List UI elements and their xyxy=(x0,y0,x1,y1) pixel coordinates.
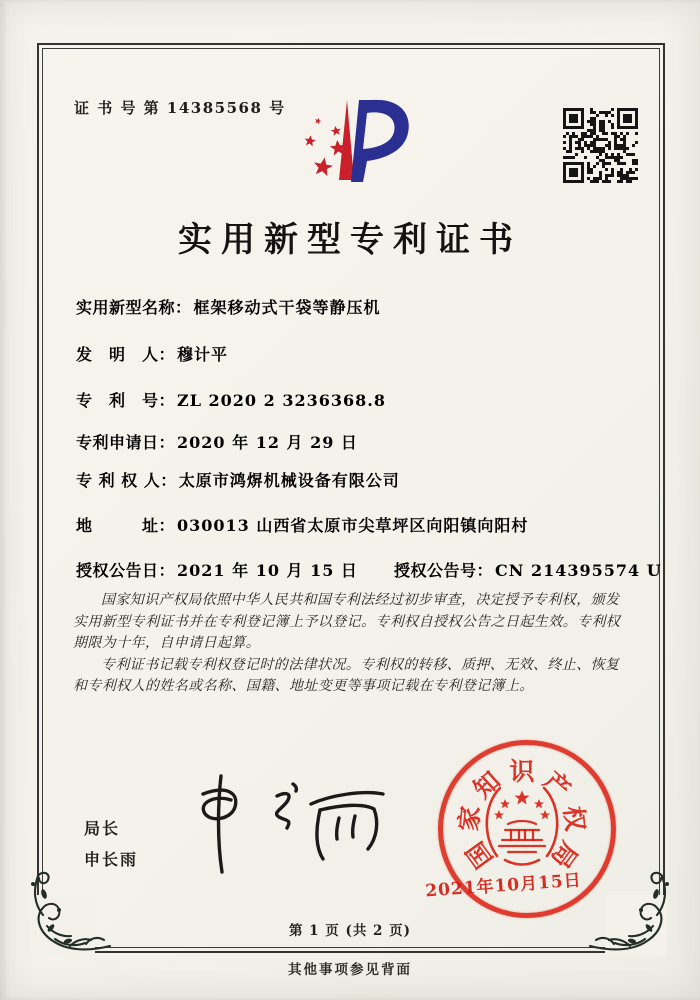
field-row xyxy=(76,295,381,318)
seal-char: 识 xyxy=(509,757,535,786)
grant-row xyxy=(76,558,662,581)
field-row xyxy=(76,342,228,365)
field-value: 2020 年 12 月 29 日 xyxy=(177,433,358,452)
legal-paragraph-1: 国家知识产权局依照中华人民共和国专利法经过初步审查，决定授予专利权，颁发实用新型专利证书并在专利登记簿上予以登记。专利权自授权公告之日起生效。专利权期限为十年，自申请日起算。 xyxy=(73,592,621,651)
back-note: 其他事项参见背面 xyxy=(288,962,412,978)
field-row xyxy=(76,388,386,411)
seal-char: 局 xyxy=(545,836,584,874)
grant-no-value: CN 214395574 U xyxy=(495,561,662,580)
corner-flourish-icon xyxy=(588,870,676,958)
page-number: 第 1 页 (共 2 页) xyxy=(288,923,412,939)
field-value: 030013 山西省太原市尖草坪区向阳镇向阳村 xyxy=(177,516,529,535)
director-signature xyxy=(165,760,400,878)
field-value: 框架移动式干袋等静压机 xyxy=(193,298,381,317)
field-row xyxy=(76,430,358,453)
field-row xyxy=(76,468,400,491)
seal-char: 产 xyxy=(538,765,577,805)
signer-name: 申长雨 xyxy=(84,850,139,869)
field-label: 专 利 号： xyxy=(76,391,176,410)
qr-code xyxy=(563,108,638,183)
grant-no-label: 授权公告号： xyxy=(394,561,494,580)
seal-char: 家 xyxy=(454,804,486,833)
grant-date-value: 2021 年 10 月 15 日 xyxy=(177,561,358,580)
field-value: 太原市鸿焺机械设备有限公司 xyxy=(178,471,400,490)
seal-char: 知 xyxy=(467,765,506,805)
grant-date-label: 授权公告日： xyxy=(76,561,176,580)
field-value: 穆计平 xyxy=(177,345,229,364)
cnipa-logo-icon xyxy=(270,92,420,197)
field-label: 专利申请日： xyxy=(76,433,176,452)
seal-char: 国 xyxy=(460,836,499,874)
field-label: 发 明 人： xyxy=(76,345,176,364)
legal-paragraph-2: 专利证书记载专利权登记时的法律状况。专利权的转移、质押、无效、终止、恢复和专利权人的姓名或名称、国籍、地址变更等事项记载在专利登记簿上。 xyxy=(73,656,620,694)
corner-flourish-icon xyxy=(24,870,112,958)
field-label: 专 利 权 人： xyxy=(76,471,177,490)
field-row xyxy=(76,513,528,536)
seal-char: 权 xyxy=(558,804,590,833)
certificate-number: 证 书 号 第 14385568 号 xyxy=(74,99,286,117)
field-value: ZL 2020 2 3236368.8 xyxy=(177,391,386,410)
signer-title: 局长 xyxy=(84,819,121,838)
certificate-title: 实用新型专利证书 xyxy=(178,220,522,260)
field-label: 地 址： xyxy=(76,516,176,535)
seal-date: 2021年10月15日 xyxy=(424,870,583,902)
national-emblem-icon xyxy=(478,778,566,870)
legal-text xyxy=(73,590,630,698)
field-label: 实用新型名称： xyxy=(76,298,192,317)
